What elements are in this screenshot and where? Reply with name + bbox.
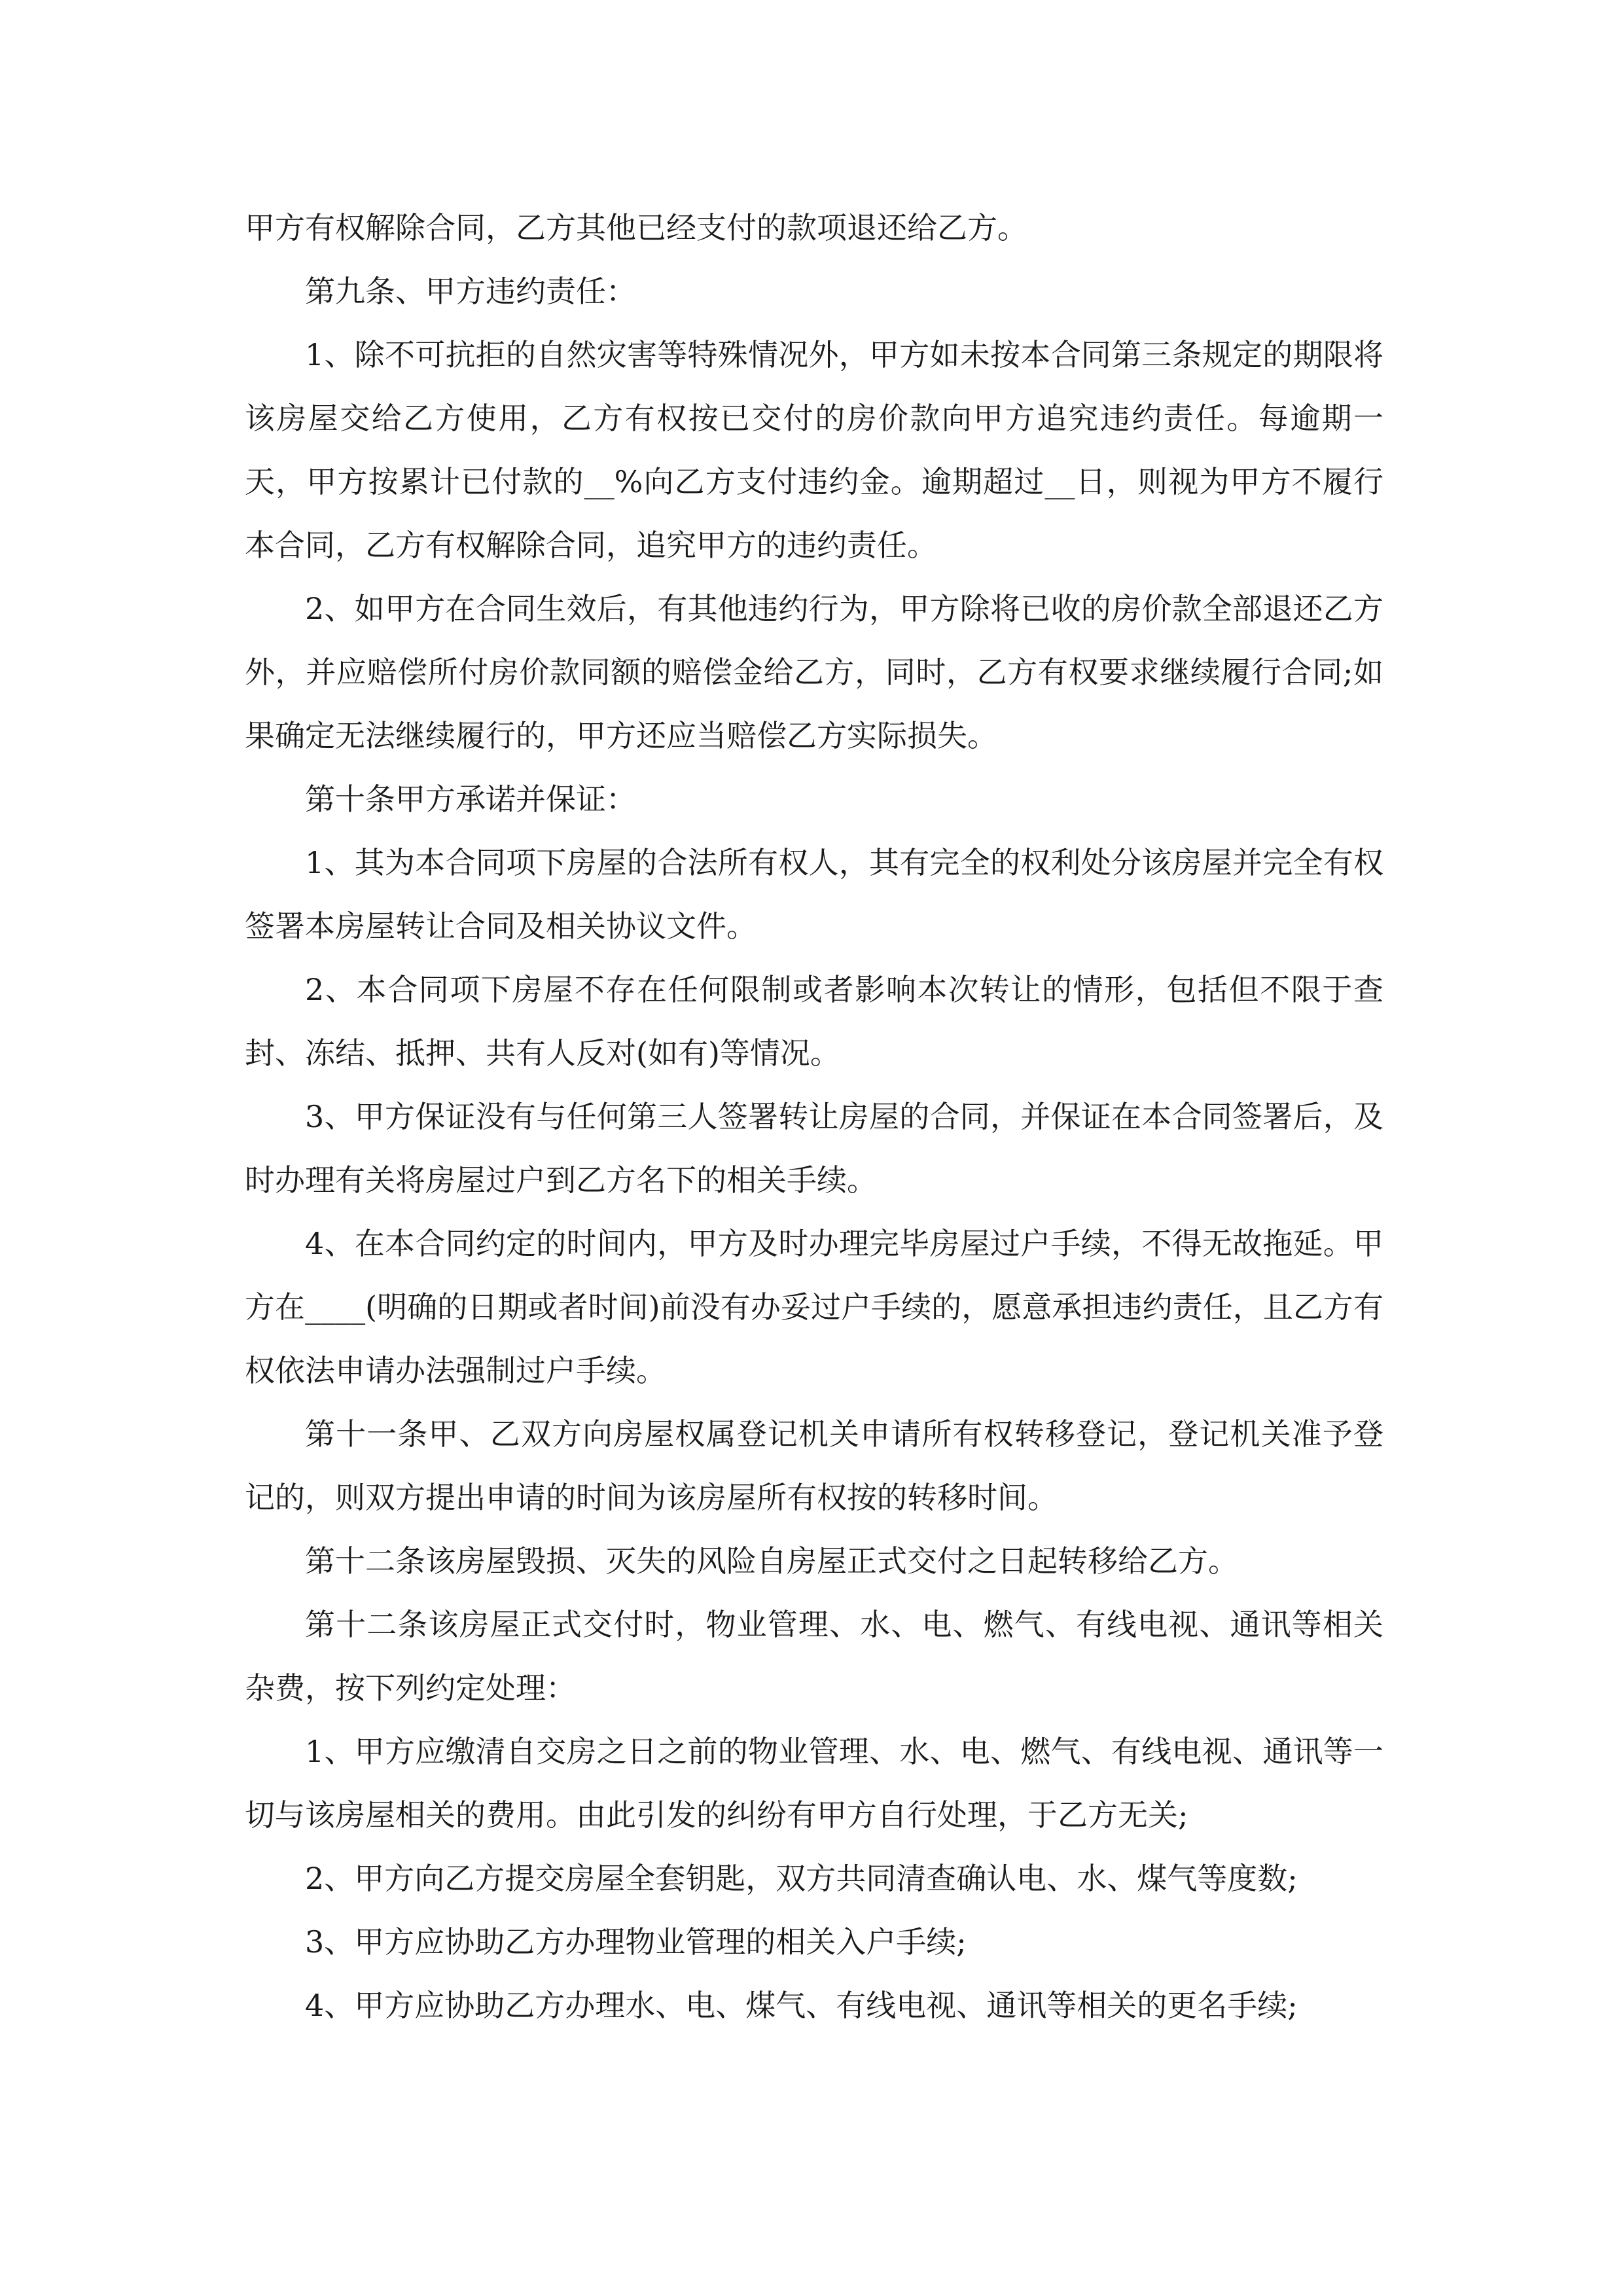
article-11: 第十一条甲、乙双方向房屋权属登记机关申请所有权转移登记，登记机关准予登记的，则双方提出申请的时间为该房屋所有权按的转移时间。 xyxy=(245,1416,1383,1515)
article-12-risk: 第十二条该房屋毁损、灭失的风险自房屋正式交付之日起转移给乙方。 xyxy=(305,1543,1238,1579)
article-10-clause-3: 3、甲方保证没有与任何第三人签署转让房屋的合同，并保证在本合同签署后，及时办理有关将房屋过户到乙方名下的相关手续。 xyxy=(245,1099,1383,1198)
article-9-clause-2: 2、如甲方在合同生效后，有其他违约行为，甲方除将已收的房价款全部退还乙方外，并应赔偿所付房价款同额的赔偿金给乙方，同时，乙方有权要求继续履行合同;如果确定无法继续履行的，甲方还应当赔偿乙方实际损失。 xyxy=(245,591,1383,753)
article-10-clause-4: 4、在本合同约定的时间内，甲方及时办理完毕房屋过户手续，不得无故拖延。甲方在____(明确的日期或者时间)前没有办妥过户手续的，愿意承担违约责任，且乙方有权依法申请办法强制过户手续。 xyxy=(245,1226,1383,1388)
document-body xyxy=(245,196,1383,2037)
article-10-clause-1: 1、其为本合同项下房屋的合法所有权人，其有完全的权利处分该房屋并完全有权签署本房屋转让合同及相关协议文件。 xyxy=(245,845,1383,944)
article-9-heading: 第九条、甲方违约责任： xyxy=(305,274,636,309)
article-12-clause-2: 2、甲方向乙方提交房屋全套钥匙，双方共同清查确认电、水、煤气等度数; xyxy=(305,1861,1298,1896)
article-12-fees-heading: 第十二条该房屋正式交付时，物业管理、水、电、燃气、有线电视、通讯等相关杂费，按下列约定处理： xyxy=(245,1607,1383,1706)
article-12-clause-4: 4、甲方应协助乙方办理水、电、煤气、有线电视、通讯等相关的更名手续; xyxy=(305,1988,1298,2023)
paragraph-continuation: 甲方有权解除合同，乙方其他已经支付的款项退还给乙方。 xyxy=(245,210,1027,245)
article-10-clause-2: 2、本合同项下房屋不存在任何限制或者影响本次转让的情形，包括但不限于查封、冻结、抵押、共有人反对(如有)等情况。 xyxy=(245,972,1383,1071)
article-9-clause-1: 1、除不可抗拒的自然灾害等特殊情况外，甲方如未按本合同第三条规定的期限将该房屋交给乙方使用，乙方有权按已交付的房价款向甲方追究违约责任。每逾期一天，甲方按累计已付款的__%向乙方支付违约金。逾期超过__日，则视为甲方不履行本合同，乙方有权解除合同，追究甲方的违约责任。 xyxy=(245,337,1383,563)
article-12-clause-3: 3、甲方应协助乙方办理物业管理的相关入户手续; xyxy=(305,1924,967,1960)
article-12-clause-1: 1、甲方应缴清自交房之日之前的物业管理、水、电、燃气、有线电视、通讯等一切与该房屋相关的费用。由此引发的纠纷有甲方自行处理，于乙方无关; xyxy=(245,1734,1383,1833)
article-10-heading: 第十条甲方承诺并保证： xyxy=(305,781,636,817)
